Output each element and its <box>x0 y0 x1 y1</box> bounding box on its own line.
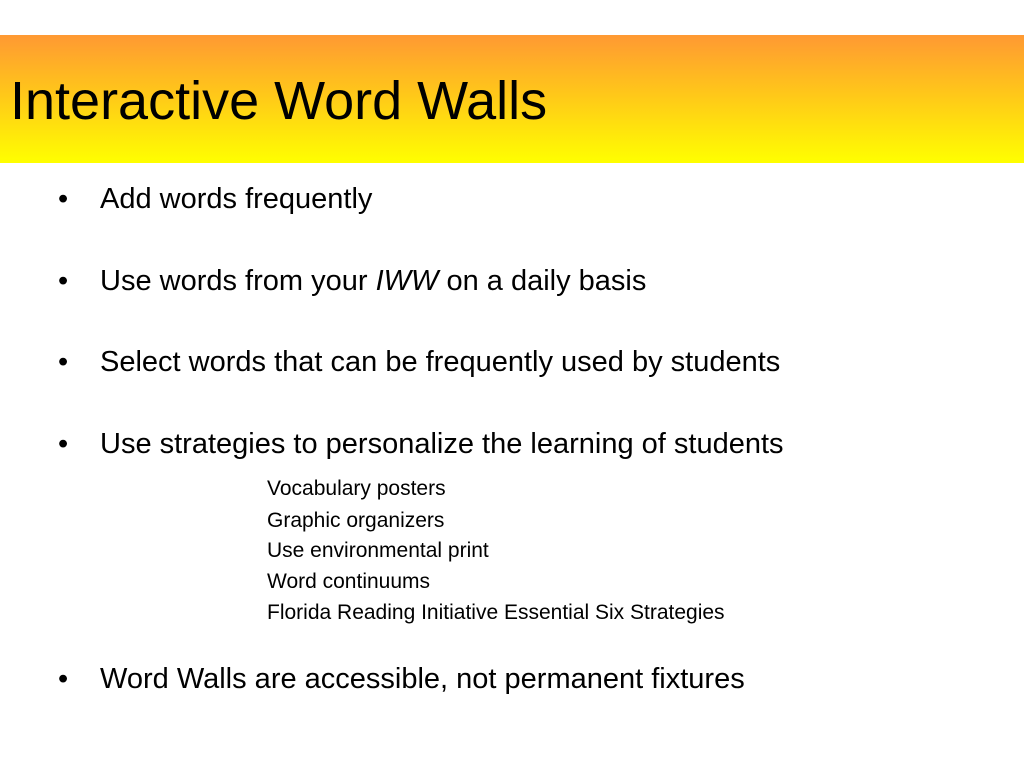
bullet-item <box>58 662 745 696</box>
bullet-text-em: IWW <box>375 265 439 297</box>
bullet-text: Use strategies to personalize the learning of students <box>100 428 784 460</box>
bullet-dot: • <box>58 183 69 215</box>
bullet-text-pre: Use words from your <box>100 265 376 297</box>
bullet-dot: • <box>58 663 69 695</box>
bullet-item <box>58 264 646 298</box>
sub-item: Graphic organizers <box>267 509 445 532</box>
bullet-dot: • <box>58 346 69 378</box>
sub-item: Word continuums <box>267 570 431 593</box>
sub-item: Florida Reading Initiative Essential Six Strategies <box>267 601 725 624</box>
sub-item: Use environmental print <box>267 539 489 562</box>
bullet-item <box>58 182 372 216</box>
bullet-item <box>58 427 784 461</box>
bullet-dot: • <box>58 428 69 460</box>
bullet-dot: • <box>58 265 69 297</box>
sub-item: Vocabulary posters <box>267 477 446 500</box>
bullet-text-post: on a daily basis <box>438 265 647 297</box>
bullet-text: Select words that can be frequently used by students <box>100 346 781 378</box>
slide-title: Interactive Word Walls <box>10 71 548 131</box>
bullet-text: Add words frequently <box>100 183 373 215</box>
bullet-text: Word Walls are accessible, not permanent fixtures <box>100 663 745 695</box>
bullet-item <box>58 345 780 379</box>
